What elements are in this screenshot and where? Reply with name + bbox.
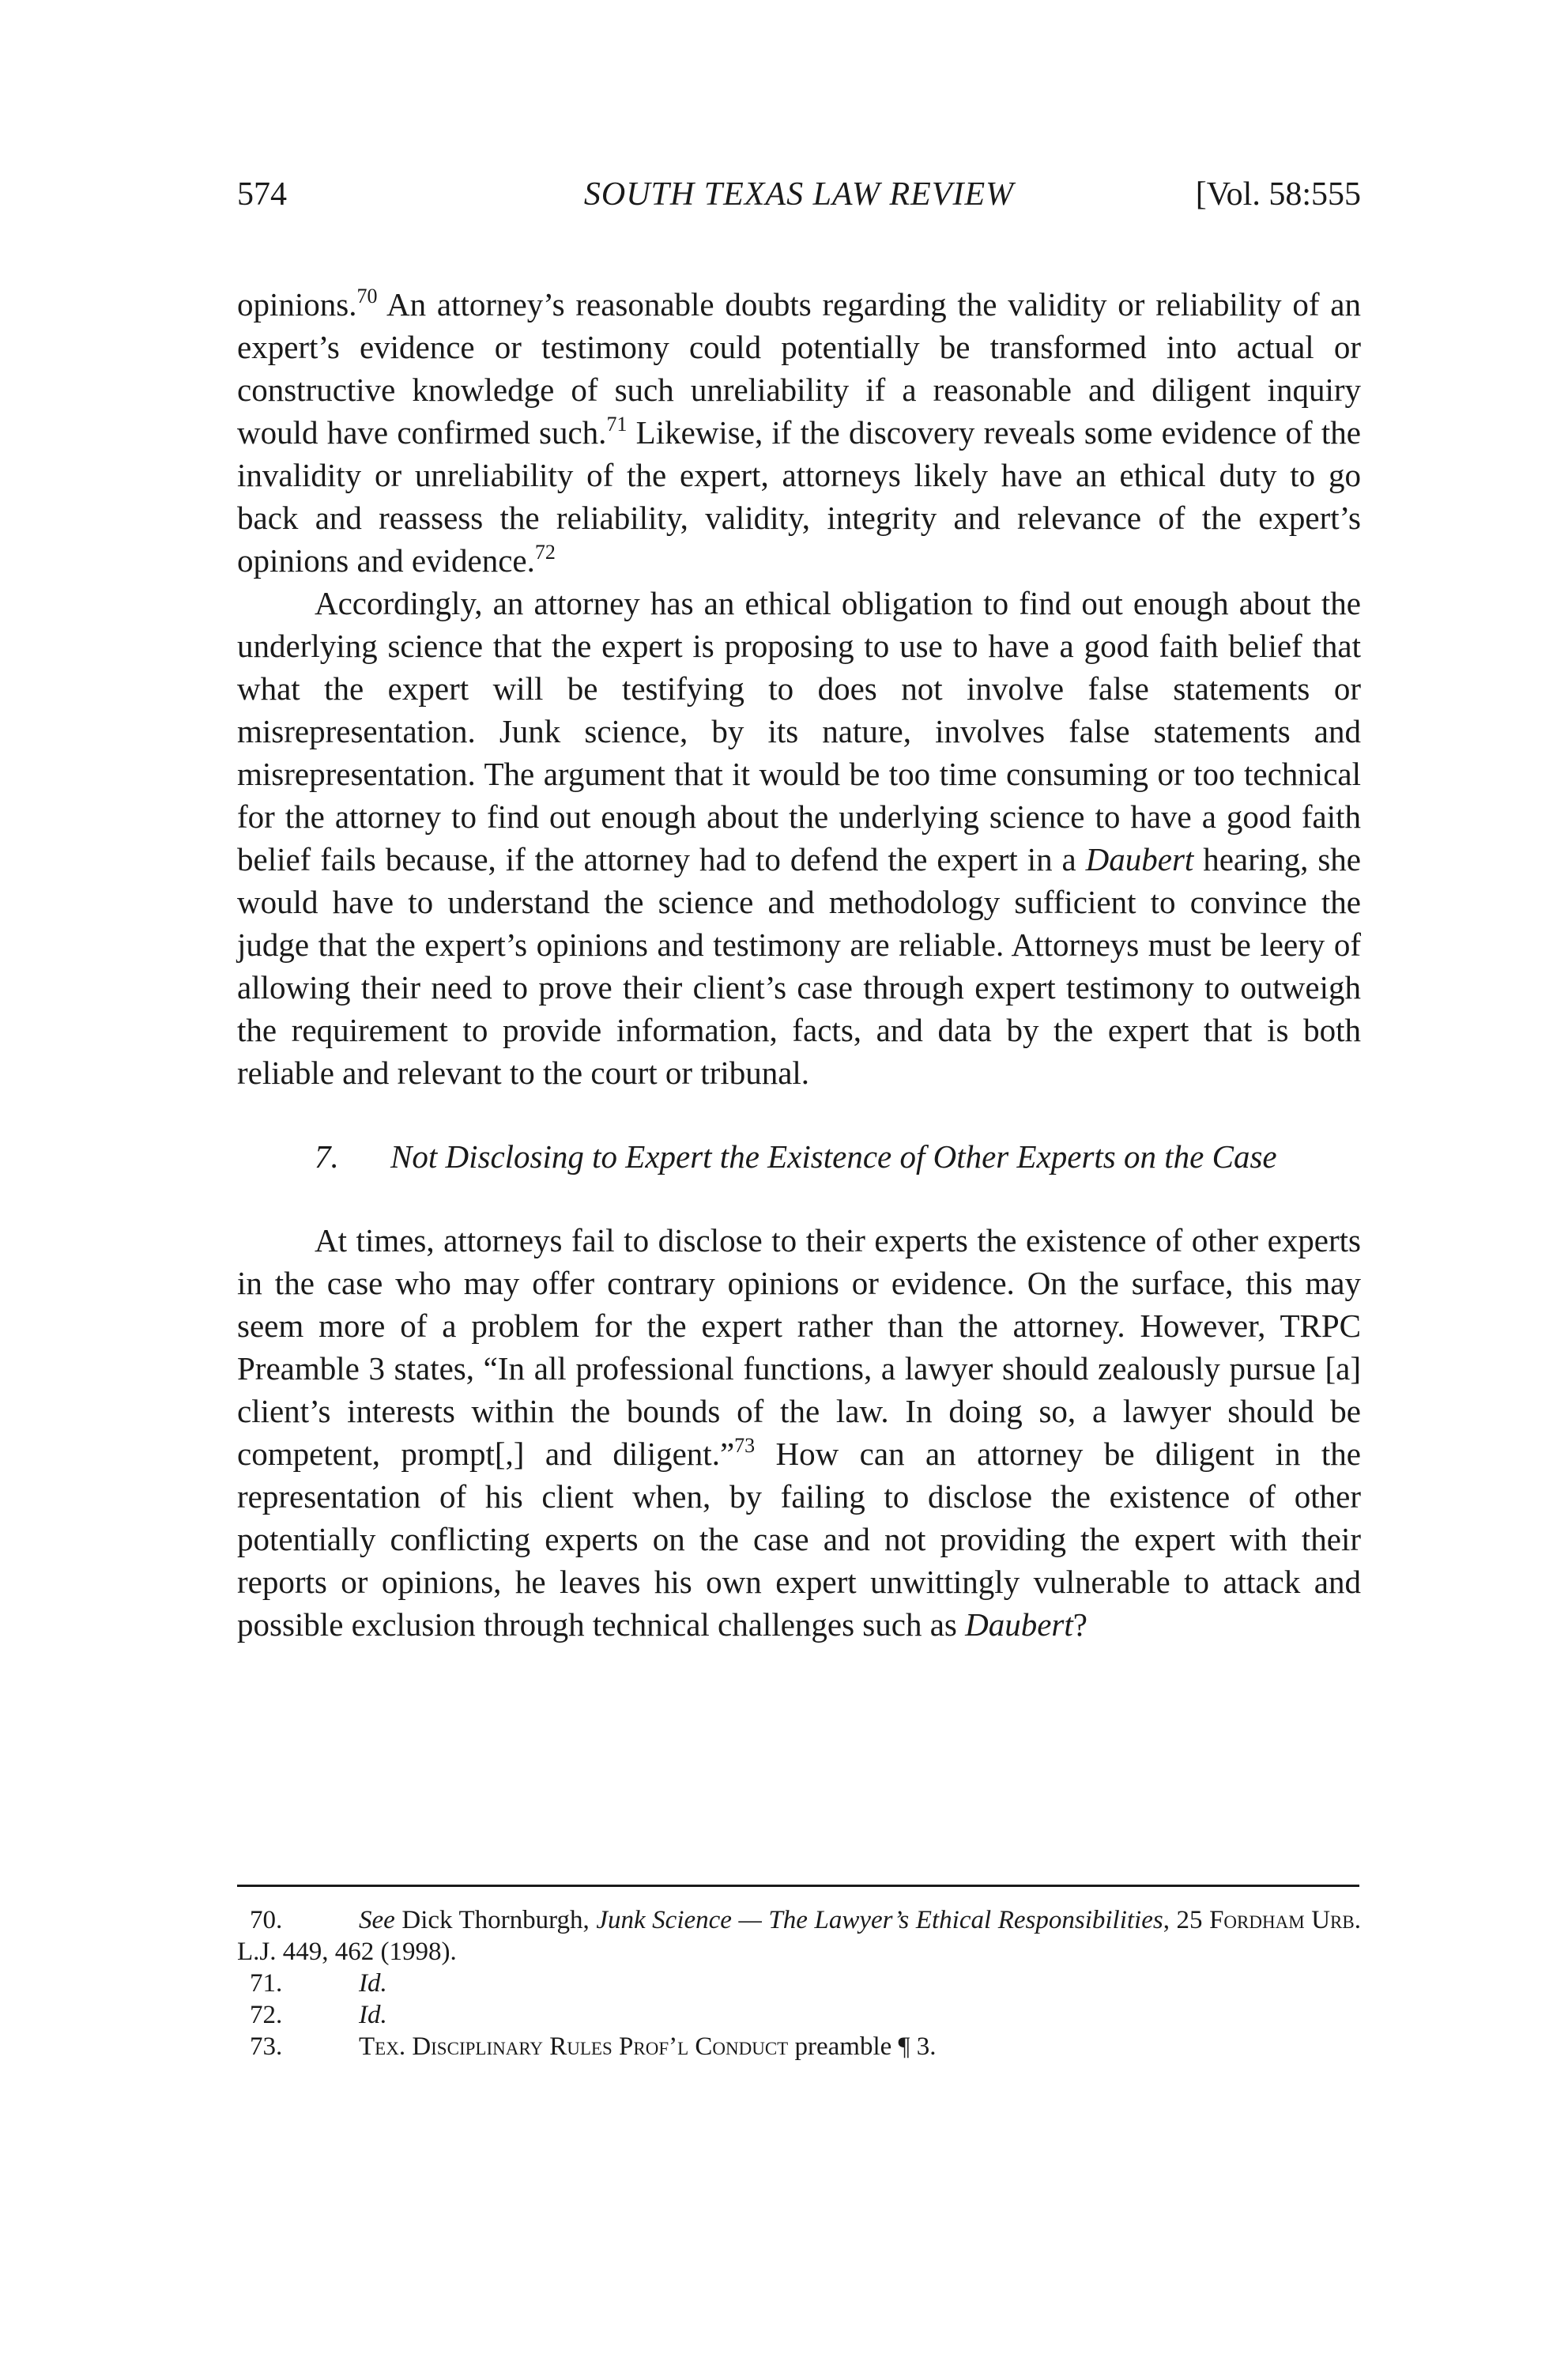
paragraph-3-text-c: ? [1072,1606,1087,1643]
footnote-ref-70[interactable]: 70 [356,285,378,308]
paragraph-3 [237,1219,1361,1646]
paragraph-2 [237,582,1361,1094]
case-name-daubert: Daubert [1085,841,1194,877]
footnote-pages: 449, 462 (1998). [276,1938,457,1966]
signal-see: See [359,1906,395,1934]
footnote-text: preamble ¶ 3. [788,2032,937,2061]
footnote-number: 72. [250,2001,283,2029]
footnote-article-title: Junk Science — The Lawyer’s Ethical Responsibilities [596,1906,1163,1934]
footnote-73 [237,2031,1361,2062]
paragraph-1-text-c: Likewise, if the discovery reveals some evidence of the invalidity or unreliability of the expert, attorneys likely have an ethical duty to go back and reassess the reliability, validity, integrity and relevance of the expert’s opinions and evidence. [237,414,1361,579]
journal-title: SOUTH TEXAS LAW REVIEW [583,176,1015,213]
footnote-text: Id. [359,2001,387,2029]
footnote-text: Id. [359,1969,387,1998]
paragraph-3-text-b: How can an attorney be diligent in the representation of his client when, by failing to disclose the existence of other potentially conflicting experts on the case and not providing the expert with their reports or opinions, he leaves his own expert unwittingly vulnerable to attack and possible exclusion through technical challenges such as [237,1436,1361,1643]
paragraph-1 [237,283,1361,582]
footnote-number: 73. [250,2032,283,2061]
body-text [237,283,1361,1646]
paragraph-1-text-a: opinions. [237,286,357,323]
footnote-number: 70. [250,1906,283,1934]
running-header [237,172,1361,217]
footnote-author: Dick Thornburgh, [394,1906,597,1934]
section-number: 7. [315,1138,339,1175]
paragraph-3-text-a: At times, attorneys fail to disclose to their experts the existence of other experts in the case who may offer contrary opinions or evidence. On the surface, this may seem more of a problem for the expert rather than the attorney. However, TRPC Preamble 3 states, “In all professional functions, a lawyer should zealously pursue [a] client’s interests within the bounds of the law. In doing so, a lawyer should be competent, prompt[,] and diligent.” [237,1222,1361,1472]
section-heading [237,1135,1361,1178]
section-title: Not Disclosing to Expert the Existence of Other Experts on the Case [390,1138,1277,1175]
case-name-daubert: Daubert [965,1606,1073,1643]
page-number: 574 [237,176,287,213]
footnote-ref-71[interactable]: 71 [606,413,628,436]
paragraph-1-text-b: An attorney’s reasonable doubts regarding the validity or reliability of an expert’s evidence or testimony could potentially be transformed into actual or constructive knowledge of such unreliability if a reasonable and diligent inquiry would have confirmed such. [237,286,1361,451]
paragraph-2-text-b: hearing, she would have to understand the science and methodology sufficient to convince the judge that the expert’s opinions and testimony are reliable. Attorneys must be leery of allowing their need to prove their client’s case through expert testimony to outweigh the requirement to provide information, facts, and data by the expert that is both reliable and relevant to the court or tribunal. [237,841,1362,1091]
footnote-70 [237,1904,1361,1968]
footnote-journal: Fordham Urb. L.J. [237,1906,1361,1966]
footnote-divider [237,1885,1359,1887]
volume-citation: [Vol. 58:555 [1195,176,1361,213]
footnote-ref-73[interactable]: 73 [734,1434,756,1457]
footnote-72 [237,1999,1361,2031]
document-page [237,0,1361,2366]
footnotes [237,1885,1361,2062]
footnote-71 [237,1968,1361,1999]
paragraph-2-text-a: Accordingly, an attorney has an ethical obligation to find out enough about the underlying science that the expert is proposing to use to have a good faith belief that what the expert will be testifying to does not involve false statements or misrepresentation. Junk science, by its nature, involves false statements and misrepresentation. The argument that it would be too time consuming or too technical for the attorney to find out enough about the underlying science to have a good faith belief fails because, if the attorney had to defend the expert in a [237,585,1361,877]
footnote-number: 71. [250,1969,283,1998]
footnote-source: Tex. Disciplinary Rules Prof’l Conduct [359,2032,789,2061]
footnote-volume: , 25 [1163,1906,1210,1934]
footnote-ref-72[interactable]: 72 [534,541,556,564]
